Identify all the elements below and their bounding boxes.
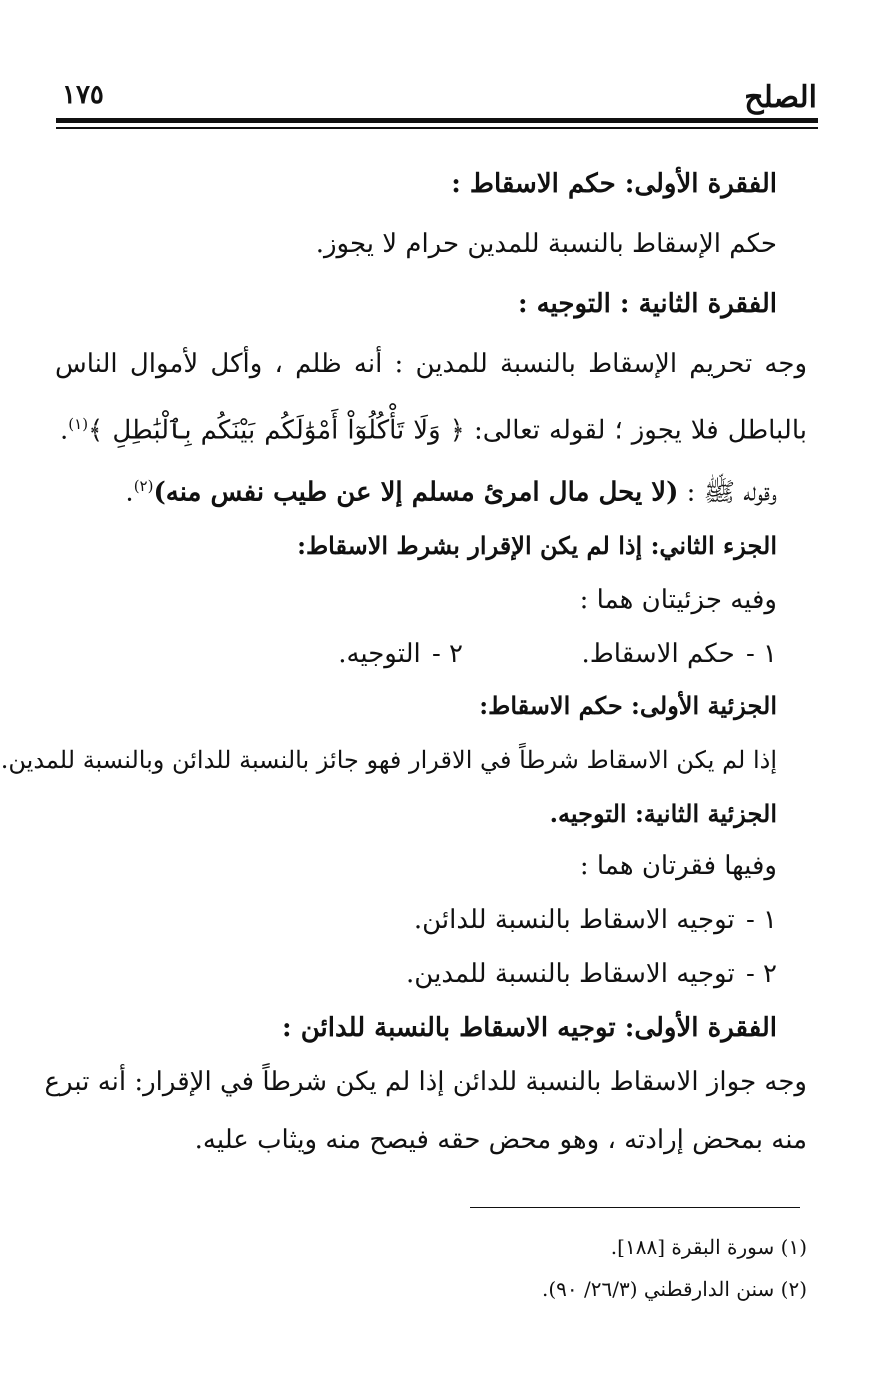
section-heading-ruling: الفقرة الأولى: حكم الاسقاط : bbox=[451, 169, 777, 199]
quran-quote: بالباطل فلا يجوز ؛ لقوله تعالى: ﴿ وَلَا تَأْكُلُوٓاْ أَمْوَٰلَكُم بَيْنَكُم بِٱلْبَٰطِلِ ﴾ bbox=[88, 415, 807, 446]
section-heading-guidance: الفقرة الثانية : التوجيه : bbox=[517, 289, 777, 319]
paragraph-subpart-one: إذا لم يكن الاسقاط شرطاً في الاقرار فهو جائز بالنسبة للدائن وبالنسبة للمدين. bbox=[0, 746, 777, 774]
paragraph-ruling: حكم الإسقاط بالنسبة للمدين حرام لا يجوز. bbox=[315, 229, 777, 259]
running-header-title: الصلح bbox=[744, 80, 817, 115]
paragraph-hadith bbox=[125, 466, 777, 513]
list-text: توجيه الاسقاط بالنسبة للدائن. bbox=[413, 905, 735, 935]
footnote-ref-1: (١) bbox=[68, 415, 89, 433]
paragraph-creditor-line-2: منه بمحض إرادته ، وهو محض حقه فيصح منه ويثاب عليه. bbox=[194, 1125, 807, 1155]
list-number: ١ - bbox=[745, 639, 777, 669]
hadith-text: (لا يحل مال امرئ مسلم إلا عن طيب نفس منه) bbox=[153, 477, 679, 508]
page-number: ١٧٥ bbox=[62, 80, 104, 110]
footnote-2: (٢) سنن الدارقطني (٢٦/٣/ ٩٠). bbox=[541, 1277, 807, 1301]
subpart-one-heading: الجزئية الأولى: حكم الاسقاط: bbox=[479, 691, 777, 720]
part-two-heading: الجزء الثاني: إذا لم يكن الإقرار بشرط الاسقاط: bbox=[297, 531, 777, 560]
hadith-intro: وقوله ﷺ : bbox=[686, 477, 777, 508]
paragraph-creditor-line-1: وجه جواز الاسقاط بالنسبة للدائن إذا لم يكن شرطاً في الإقرار: أنه تبرع bbox=[44, 1067, 807, 1097]
list-item bbox=[327, 954, 777, 994]
paragraph-subparts-intro: وفيه جزئيتان هما : bbox=[579, 585, 777, 615]
list-text: حكم الاسقاط. bbox=[581, 639, 735, 669]
period: . bbox=[60, 415, 69, 446]
paragraph-guidance-line-1: وجه تحريم الإسقاط بالنسبة للمدين : أنه ظلم ، وأكل لأموال الناس bbox=[55, 349, 807, 379]
subpart-two-heading: الجزئية الثانية: التوجيه. bbox=[549, 799, 777, 828]
list-number: ١ - bbox=[745, 905, 777, 935]
list-number: ٢ - bbox=[431, 639, 463, 669]
period: . bbox=[125, 477, 134, 508]
section-heading-creditor: الفقرة الأولى: توجيه الاسقاط بالنسبة للدائن : bbox=[282, 1013, 777, 1043]
list-number: ٢ - bbox=[745, 959, 777, 989]
header-rule-thin bbox=[56, 127, 818, 129]
list-text: التوجيه. bbox=[338, 639, 421, 669]
footnote-ref-2: (٢) bbox=[133, 477, 154, 495]
list-item bbox=[338, 634, 463, 674]
footnote-1: (١) سورة البقرة [١٨٨]. bbox=[610, 1235, 807, 1259]
list-text: توجيه الاسقاط بالنسبة للمدين. bbox=[406, 959, 735, 989]
footnote-separator bbox=[470, 1207, 800, 1208]
list-item bbox=[327, 900, 777, 940]
paragraph-paragraphs-intro: وفيها فقرتان هما : bbox=[579, 851, 777, 881]
paragraph-guidance-line-2 bbox=[60, 404, 807, 451]
header-rule-thick bbox=[56, 118, 818, 123]
